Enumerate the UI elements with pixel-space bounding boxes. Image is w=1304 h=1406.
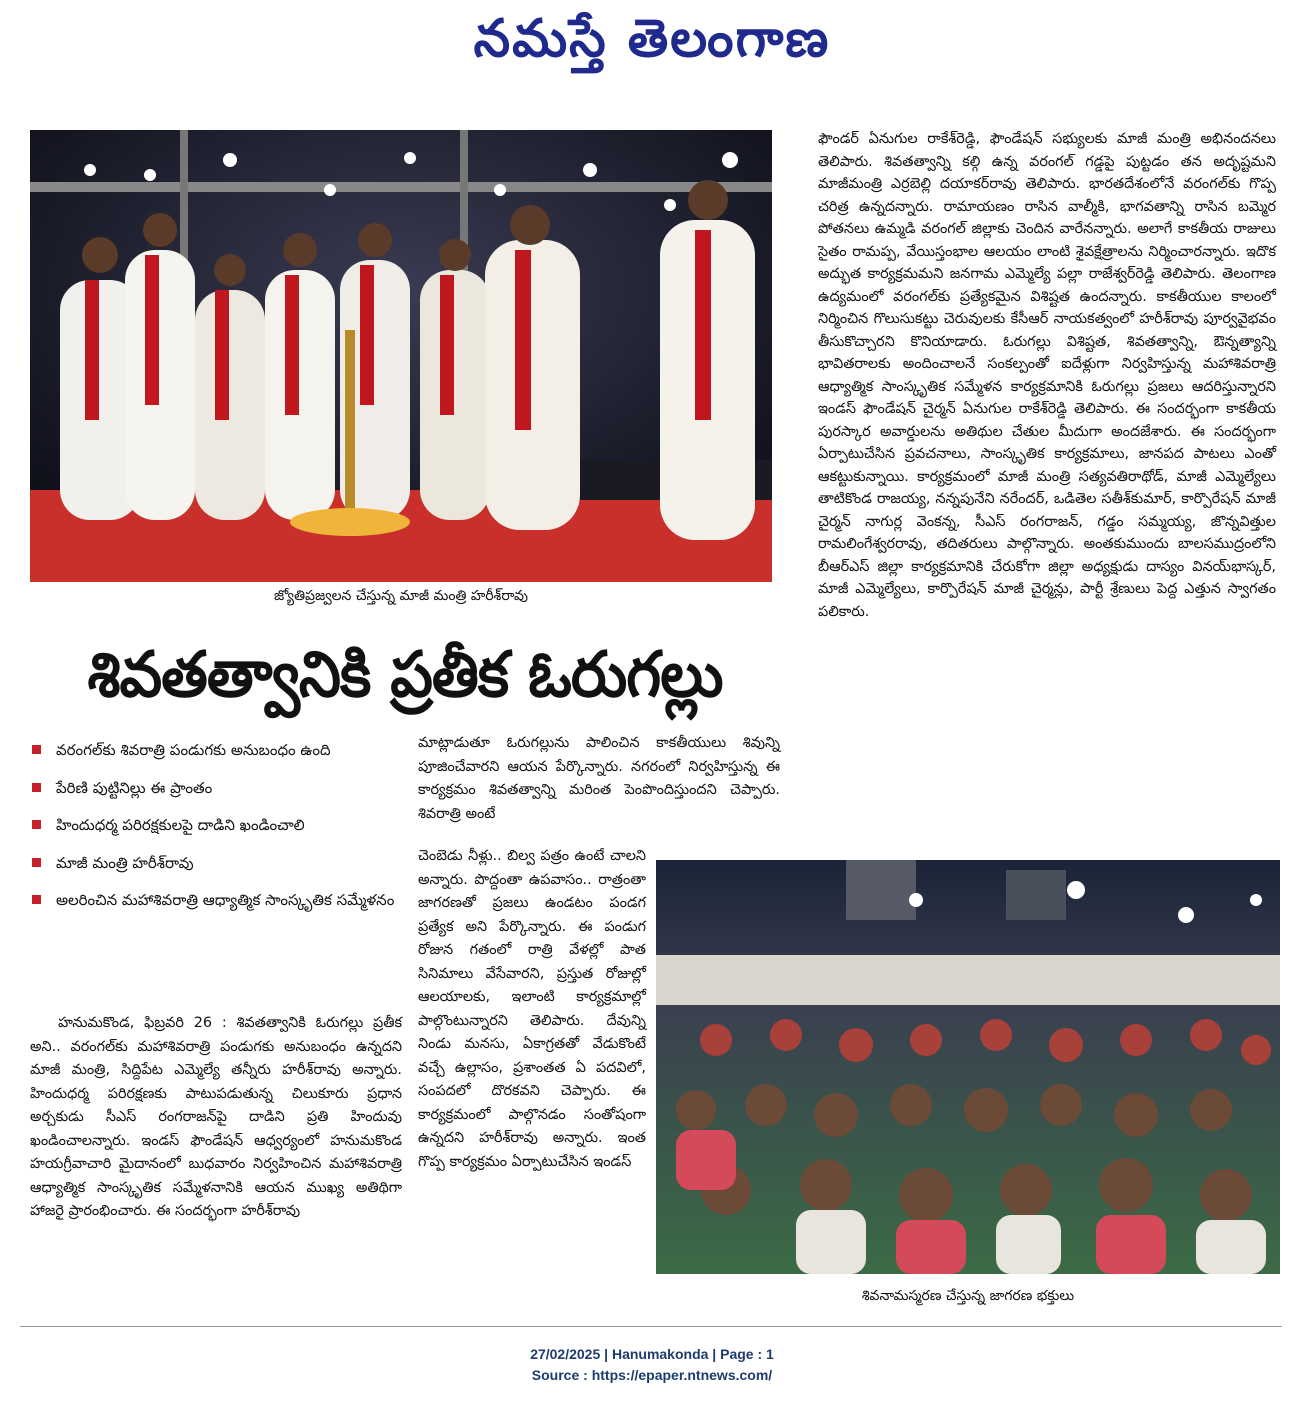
photo-bottom-caption: శివనామస్మరణ చేస్తున్న జాగరణ భక్తులు (861, 1288, 1075, 1304)
square-bullet-icon (32, 783, 41, 792)
square-bullet-icon (32, 895, 41, 904)
footer (0, 1344, 1304, 1386)
photo-top-caption: జ్యోతిప్రజ్వలన చేస్తున్న మాజీ మంత్రి హరీశ్‌రావు (274, 588, 528, 604)
footer-date-line: 27/02/2025 | Hanumakonda | Page : 1 (530, 1346, 774, 1362)
photo-devotees (656, 860, 1280, 1274)
headline: శివతత్వానికి ప్రతీక ఓరుగల్లు (87, 638, 723, 712)
square-bullet-icon (32, 820, 41, 829)
article-left-column: హనుమకొండ, ఫిబ్రవరి 26 : శివతత్వానికి ఓరుగల్లు ప్రతీక అని.. వరంగల్‌కు మహాశివరాత్రి పండుగకు అనుబంధం ఉన్నదని మాజీ మంత్రి, సిద్దిపేట ఎమ్మెల్యే తన్నీరు హరీశ్‌రావు అన్నారు. హిందుధర్మ పరిరక్షణకు పాటుపడుతున్న చిలుకూరు ప్రధాన అర్చకుడు సీఎస్ రంగరాజన్‌పై దాడిని ప్రతి హిందువు ఖండించాలన్నారు. ఇండస్ ఫౌండేషన్ ఆధ్వర్యంలో హనుమకొండ హయగ్రీవాచారి మైదానంలో బుధవారం నిర్వహించిన మహాశివరాత్రి ఆధ్యాత్మిక సాంస్కృతిక సమ్మేళనానికి ఆయన ముఖ్య అతిథిగా హాజరై ప్రారంభించారు. ఈ సందర్భంగా హరీశ్‌రావు (30, 1015, 402, 1219)
bullet-item: వరంగల్‌కు శివరాత్రి పండుగకు అనుబంధం ఉంది (30, 734, 400, 768)
article-right-column: ఫౌండర్ ఏనుగుల రాకేశ్‌రెడ్డి, ఫౌండేషన్ సభ్యులకు మాజీ మంత్రి అభినందనలు తెలిపారు. శివతత్వాన్ని కల్గి ఉన్న వరంగల్ గడ్డపై పుట్టడం తన అదృష్టమని మాజీమంత్రి ఎర్రబెల్లి దయాకర్‌రావు తెలిపారు. భారతదేశంలోనే వరంగల్‌కు గొప్ప చరిత్ర ఉన్నదన్నారు. రామాయణం రాసిన వాల్మీకి, భాగవతాన్ని రాసిన బమ్మెర పోతనలు ఉమ్మడి వరంగల్ జిల్లాకు చెందిన వారేనన్నారు. అలాగే కాకతీయ రాజులు సైతం రామప్ప, వేయిస్తంభాల ఆలయం లాంటి శైవక్షేత్రాలను నిర్మించారన్నారు. ఇదొక అద్భుత కార్యక్రమమని జనగామ ఎమ్మెల్యే పల్లా రాజేశ్వర్‌రెడ్డి తెలిపారు. తెలంగాణ ఉద్యమంలో వరంగల్‌కు ప్రత్యేకమైన విశిష్టత ఉందన్నారు. కాకతీయుల కాలంలో నిర్మించిన గొలుసుకట్టు చెరువులకు కేసీఆర్ నాయకత్వంలో హరీశ్‌రావు పూర్వవైభవం తీసుకొచ్చారని కొనియాడారు. ఓరుగల్లు విశిష్టత, శివతత్వాన్ని, ఔన్నత్యాన్ని భావితరాలకు అందించాలనే సంకల్పంతో ఐదేళ్లుగా నిర్వహిస్తున్న మహాశివరాత్రి ఆధ్యాత్మిక సాంస్కృతిక సమ్మేళన కార్యక్రమానికి ఓరుగల్లు ప్రజలు ఆదరిస్తున్నారని ఇండస్ ఫౌండేషన్ చైర్మన్ ఏనుగుల రాకేశ్‌రెడ్డి తెలిపారు. ఈ సందర్భంగా కాకతీయ పురస్కార అవార్డులను అతిథుల చేతుల మీదుగా అందజేశారు. ఈ సందర్భంగా ఏర్పాటుచేసిన ప్రవచనాలు, సాంస్కృతిక కార్యక్రమాలు, జానపద పాటలు ఎంతో ఆకట్టుకున్నాయి. కార్యక్రమంలో మాజీ మంత్రి సత్యవతిరాథోడ్, మాజీ ఎమ్మెల్యేలు తాటికొండ రాజయ్య, నన్నపునేని నరేందర్, ఒడితెల సతీశ్‌కుమార్, కార్పొరేషన్ మాజీ చైర్మన్ నాగుర్ల వెంకన్న, సీఎస్ రంగరాజన్, గడ్డం సమ్మయ్య, జొన్నవిత్తుల రామలింగేశ్వరరావు, తదితరులు పాల్గొన్నారు. అంతకుముందు బాలసముద్రంలోని బీఆర్‌ఎస్ జిల్లా కార్యక్రమానికి చేరుకోగా జిల్లా అధ్యక్షుడు దాస్యం వినయ్‌భాస్కర్, మాజీ ఎమ్మెల్యేలు, కార్పొరేషన్ మాజీ చైర్మన్లు, పార్టీ శ్రేణులు పెద్ద ఎత్తున స్వాగతం పలికారు. (818, 131, 1276, 620)
bullet-item: అలరించిన మహాశివరాత్రి ఆధ్యాత్మిక సాంస్కృతిక సమ్మేళనం (30, 884, 400, 918)
bullet-item: హిందుధర్మ పరిరక్షకులపై దాడిని ఖండించాలి (30, 809, 400, 843)
masthead-title: నమస్తే తెలంగాణ (473, 8, 831, 69)
article-middle-column: చెంబెడు నీళ్లు.. బిల్వ పత్రం ఉంటే చాలని అన్నారు. పొద్దంతా ఉపవాసం.. రాత్రంతా జాగరణతో ప్రజలు ఉండటం పండగ ప్రత్యేక అని పేర్కొన్నారు. ఈ పండుగ రోజున గతంలో రాత్రి వేళల్లో పాత సినిమాలు వేసేవారని, ప్రస్తుత రోజుల్లో ఆలయాలకు, ఇలాంటి కార్యక్రమాల్లో పాల్గొంటున్నారని తెలిపారు. దేవున్ని నిండు మనసు, ఏకాగ్రతతో వేడుకొంటే వచ్చే ఉల్లాసం, ప్రశాంతత ఏ పదవిలో, సంపదలో దొరకవని చెప్పారు. ఈ కార్యక్రమంలో పాల్గొనడం సంతోషంగా ఉన్నదని హరీశ్‌రావు అన్నారు. ఇంత గొప్ప కార్యక్రమం ఏర్పాటుచేసిన ఇండస్ (418, 848, 646, 1170)
bullet-item: మాజీ మంత్రి హరీశ్‌రావు (30, 847, 400, 881)
bullet-item: పేరిణి పుట్టినిల్లు ఈ ప్రాంతం (30, 772, 400, 806)
highlight-bullets (30, 734, 400, 922)
footer-source-link[interactable]: Source : https://epaper.ntnews.com/ (531, 1367, 773, 1383)
footer-divider (20, 1326, 1282, 1327)
square-bullet-icon (32, 745, 41, 754)
square-bullet-icon (32, 858, 41, 867)
masthead (0, 8, 1304, 88)
photo-lamp-lighting (30, 130, 772, 582)
article-middle-top: మాట్లాడుతూ ఓరుగల్లును పాలించిన కాకతీయులు శివున్ని పూజించేవారని ఆయన పేర్కొన్నారు. నగరంలో నిర్వహిస్తున్న ఈ కార్యక్రమం శివతత్వాన్ని మరింత పెంపొందిస్తుందని చెప్పారు. శివరాత్రి అంటే (418, 735, 780, 822)
